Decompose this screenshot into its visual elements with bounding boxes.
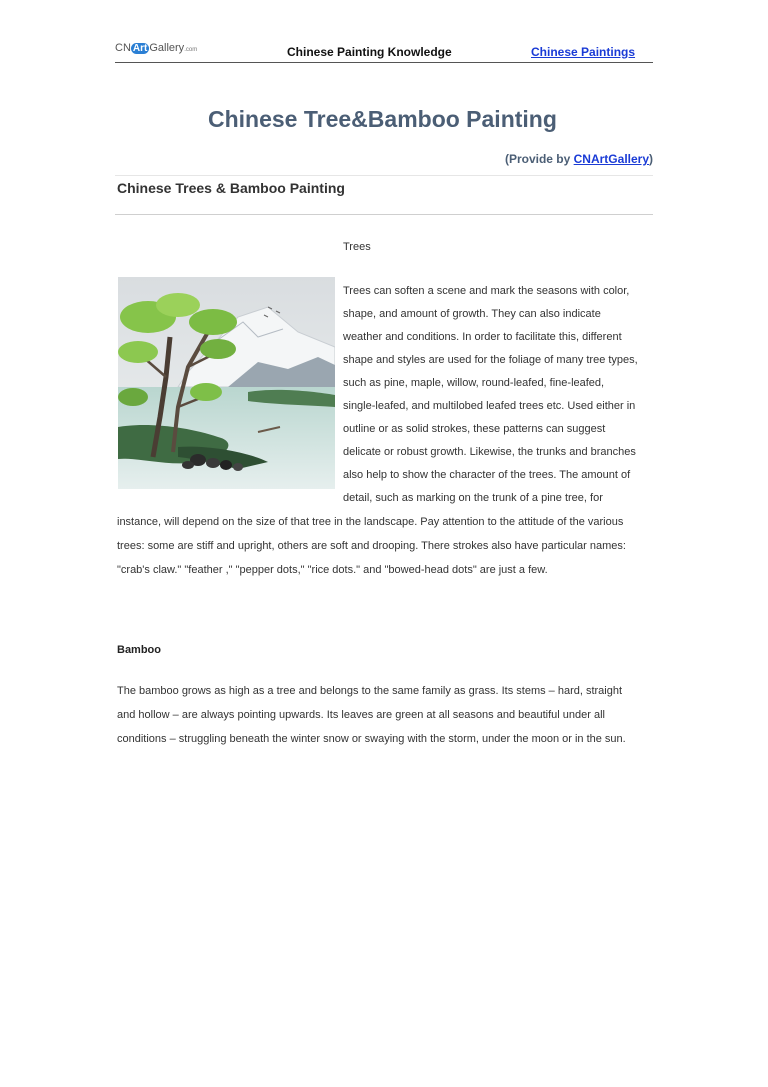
trees-text-line: weather and conditions. In order to facilitate this, different [343, 331, 622, 343]
trees-text-line: shape and styles are used for the foliage of many tree types, [343, 354, 638, 366]
trees-heading: Trees [343, 241, 371, 253]
cnartgallery-logo[interactable] [115, 42, 197, 54]
provide-suffix: ) [649, 152, 653, 166]
page-title: Chinese Tree&Bamboo Painting [208, 106, 557, 132]
trees-text-line: such as pine, maple, willow, round-leafed, fine-leafed, [343, 377, 605, 389]
chinese-paintings-link[interactable]: Chinese Paintings [531, 45, 636, 59]
trees-text-line: also help to show the character of the trees. The amount of [343, 469, 631, 481]
logo-art: Art [132, 43, 148, 54]
bamboo-heading: Bamboo [117, 644, 161, 656]
trees-text-line: delicate or robust growth. Likewise, the trunks and branches [343, 446, 636, 458]
trees-text-line: detail, such as marking on the trunk of a pine tree, for [343, 492, 603, 504]
tree-landscape-painting [118, 277, 335, 489]
bamboo-text-line: The bamboo grows as high as a tree and belongs to the same family as grass. Its stems – hard, straight [117, 685, 623, 697]
logo-com: .com [184, 47, 198, 53]
page-header [115, 38, 653, 63]
trees-text-line: outline or as solid strokes, these patterns can suggest [343, 423, 606, 435]
divider [115, 214, 653, 215]
trees-text-line: single-leafed, and multilobed leafed trees etc. Used either in [343, 400, 636, 412]
cnartgallery-link[interactable]: CNArtGallery [573, 152, 649, 166]
section-title: Chinese Trees & Bamboo Painting [117, 180, 345, 196]
provide-prefix: (Provide by [504, 152, 574, 166]
header-title: Chinese Painting Knowledge [287, 45, 452, 59]
bamboo-text-line: conditions – struggling beneath the winter snow or swaying with the storm, under the moon or in the sun. [117, 733, 626, 745]
trees-text-line: trees: some are stiff and upright, others are soft and drooping. There strokes also have particular names: [117, 540, 626, 552]
provided-by [505, 152, 653, 166]
logo-cn: CN [115, 42, 131, 54]
logo-gallery: Gallery [149, 42, 185, 54]
divider [115, 175, 653, 176]
trees-text-line: shape, and amount of growth. They can also indicate [343, 308, 601, 320]
trees-text-line: instance, will depend on the size of that tree in the landscape. Pay attention to the attitude of the various [117, 516, 624, 528]
bamboo-text-line: and hollow – are always pointing upwards. Its leaves are green at all seasons and beautiful under all [117, 709, 605, 721]
trees-text-line: Trees can soften a scene and mark the seasons with color, [343, 285, 630, 297]
trees-text-line: "crab's claw." "feather ," "pepper dots," "rice dots." and "bowed-head dots" are just a few. [117, 564, 548, 576]
